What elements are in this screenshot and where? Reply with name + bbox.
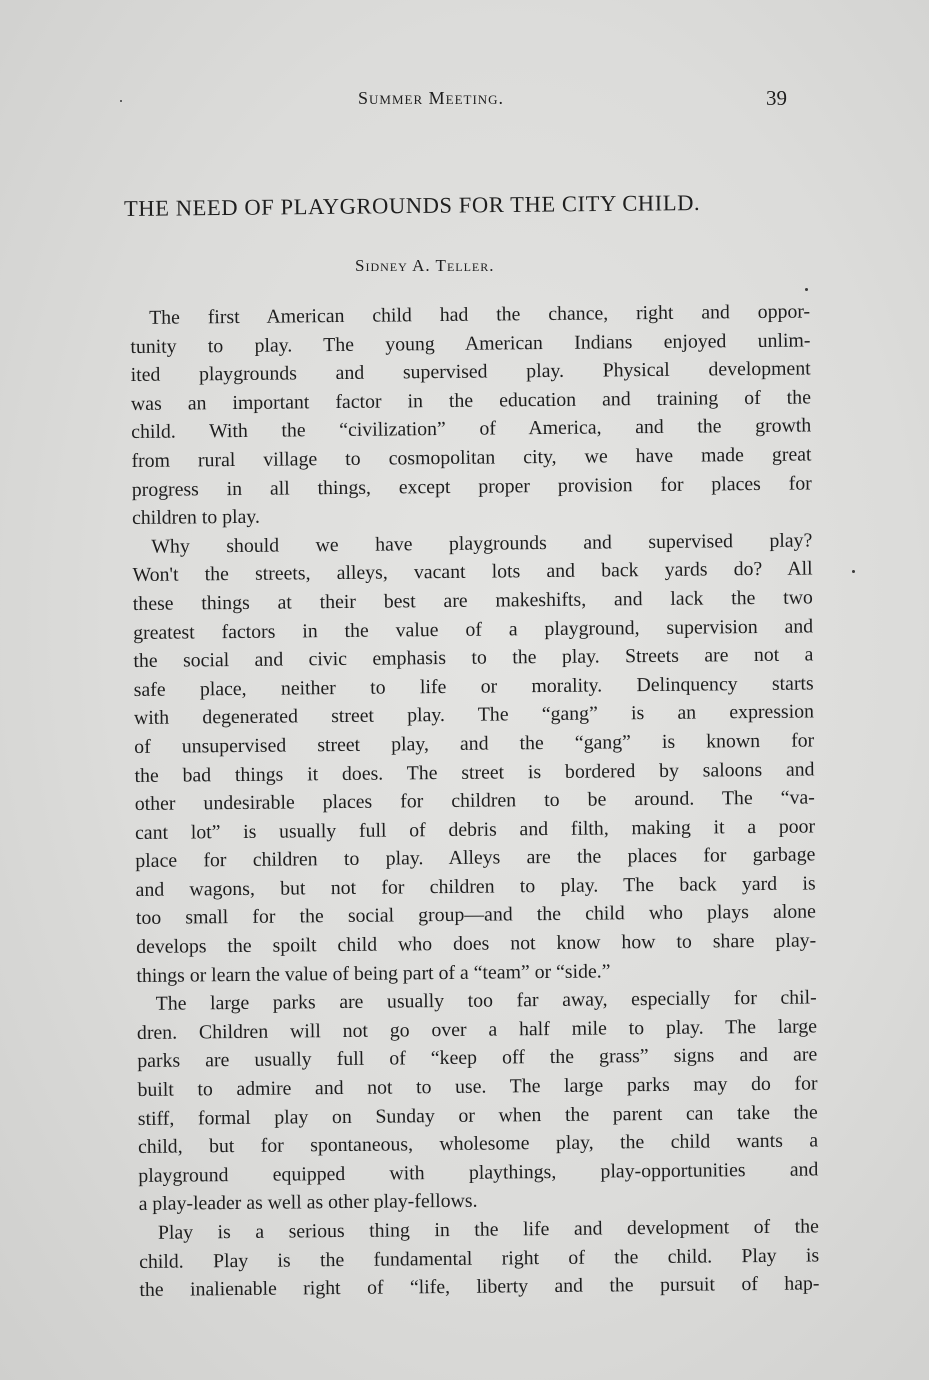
text-line: cant lot” is usually full of debris and filth, making it a poor [134, 815, 816, 844]
text-line: ited playgrounds and supervised play. Physical development [130, 357, 811, 387]
ink-speck [805, 288, 808, 291]
text-line: greatest factors in the value of a playground, supervision and [133, 614, 814, 644]
text-line: the social and civic emphasis to the play. Streets are not a [133, 643, 814, 673]
text-line: a play-leader as well as other play-fellows. [138, 1190, 478, 1216]
text-line: tunity to play. The young American Indians enjoyed unlim- [130, 329, 811, 358]
running-header: Summer Meeting. [358, 88, 505, 108]
text-line: Play is a serious thing in the life and development of the [157, 1215, 819, 1244]
text-line: with degenerated street play. The “gang” is an expression [133, 700, 815, 730]
article-title: THE NEED OF PLAYGROUNDS FOR THE CITY CHILD. [123, 189, 701, 221]
text-line: built to admire and not to use. The large parks may do for [137, 1072, 818, 1101]
text-line: the bad things it does. The street is bordered by saloons and [134, 757, 815, 787]
text-line: progress in all things, except proper provision for places for [131, 472, 812, 501]
text-line: too small for the social group—and the child who plays alone [135, 900, 816, 930]
article-body [130, 297, 820, 1304]
text-line: child. With the “civilization” of America, and the growth [131, 414, 812, 444]
paragraph [137, 984, 819, 1219]
text-line: playground equipped with playthings, play-opportunities and [138, 1158, 819, 1187]
text-line: parks are usually full of “keep off the grass” signs and are [137, 1043, 818, 1073]
text-line: was an important factor in the education and training of the [130, 386, 812, 415]
text-line: children to play. [131, 505, 260, 530]
text-line: and wagons, but not for children to play. The back yard is [135, 872, 816, 901]
bleed-through-mark [650, 96, 660, 118]
paragraph [132, 526, 816, 990]
text-line: other undesirable places for children to be around. The “va- [134, 786, 815, 816]
text-line: place for children to play. Alleys are the places for garbage [135, 843, 816, 873]
text-line: safe place, neither to life or morality. Delinquency starts [133, 672, 814, 701]
article-author: Sidney A. Teller. [355, 256, 495, 275]
text-line: Why should we have playgrounds and supervised play? [151, 529, 813, 558]
text-line: The first American child had the chance, right and oppor- [149, 300, 811, 329]
text-line: child, but for spontaneous, wholesome play, the child wants a [137, 1129, 819, 1159]
text-line: things or learn the value of being part of a “team” or “side.” [136, 960, 611, 987]
text-line: stiff, formal play on Sunday or when the parent can take the [137, 1101, 818, 1130]
text-line: these things at their best are makeshifts, and lack the two [132, 586, 813, 615]
text-line: Won't the streets, alleys, vacant lots and back yards do? All [132, 557, 813, 587]
text-line: develops the spoilt child who does not know how to share play- [136, 929, 817, 959]
paragraph [139, 1212, 820, 1304]
ink-speck [120, 100, 122, 102]
page-number: 39 [766, 86, 787, 110]
text-line: of unsupervised street play, and the “gang” is known for [134, 729, 815, 758]
text-line: dren. Children will not go over a half mile to play. The large [136, 1015, 818, 1044]
text-line: from rural village to cosmopolitan city, we have made great [131, 443, 812, 472]
text-line: child. Play is the fundamental right of the child. Play is [139, 1244, 820, 1273]
ink-speck [852, 570, 855, 573]
paragraph [130, 297, 812, 532]
text-line: the inalienable right of “life, liberty and the pursuit of hap- [139, 1272, 820, 1302]
text-line: The large parks are usually too far away, especially for chil- [155, 986, 817, 1016]
